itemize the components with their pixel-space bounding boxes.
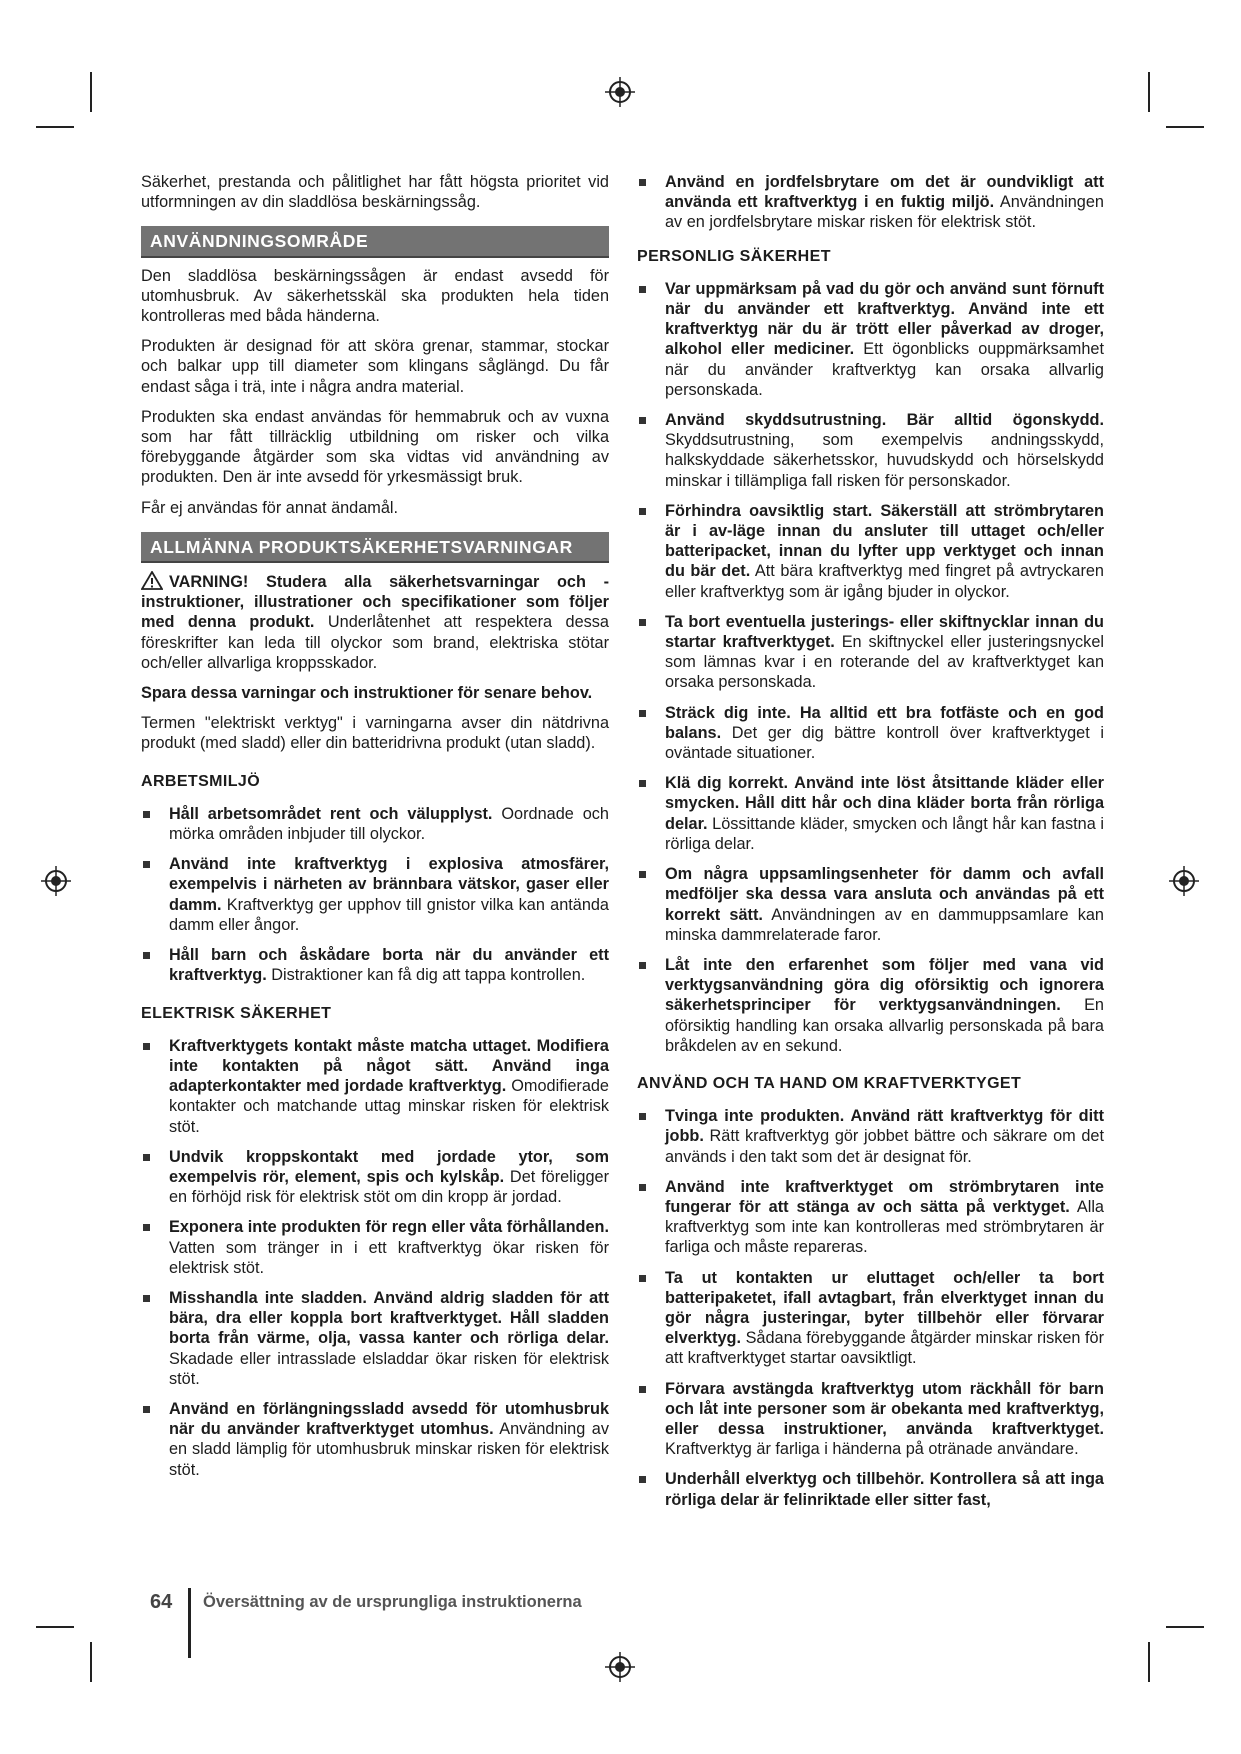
section-heading-usage: ANVÄNDNINGSOMRÅDE: [141, 226, 609, 257]
save-instructions-text: Spara dessa varningar och instruktioner för senare behov.: [141, 684, 593, 703]
use-and-care-list: [637, 1106, 1104, 1510]
subheading-work-area: ARBETSMILJÖ: [141, 772, 261, 790]
list-item-text: Användningen av en dammuppsamlare kan minska dammrelaterade faror.: [665, 905, 1104, 944]
list-item: [141, 1147, 609, 1208]
list-item-bold: Om några uppsamlingsenheter för damm och avfall medföljer ska dessa vara ansluta och användas på ett korrekt sätt.: [665, 865, 1104, 924]
list-item: [637, 1106, 1104, 1167]
list-item-bold: Ta ut kontakten ur eluttaget och/eller ta bort batteripaketet, ifall avtagbart, från elverktyget innan du gör några justeringar, byter tillbehör eller förvarar elverktyg.: [665, 1268, 1104, 1348]
list-item-bold: Kraftverktygets kontakt måste matcha uttaget. Modifiera inte kontakten på något sätt. Använd inga adapterkontakter med jordade kraftverktyg.: [169, 1036, 609, 1096]
list-item-text: Distraktioner kan få dig att tappa kontrollen.: [266, 966, 586, 985]
footer-divider: [188, 1588, 191, 1658]
list-item-text: Användningen av en jordfelsbrytare miskar risken för elektrisk stöt.: [665, 193, 1104, 232]
warning-triangle-icon: [141, 571, 163, 590]
list-item-bold: Exponera inte produkten för regn eller våta förhållanden.: [169, 1218, 609, 1237]
list-item-text: Att bära kraftverktyg med fingret på avtryckaren eller kraftverktyg som är igång bjuder in olyckor.: [665, 562, 1104, 601]
save-instructions: [141, 683, 609, 703]
crop-mark: [1148, 72, 1150, 112]
list-item-text: Det ger dig bättre kontroll över kraftverktyget i oväntade situationer.: [665, 723, 1104, 763]
list-item-bold: Använd skyddsutrustning. Bär alltid ögonskydd.: [665, 411, 1104, 430]
crop-mark: [1166, 126, 1204, 128]
list-item-bold: Var uppmärksam på vad du gör och använd sunt förnuft när du använder ett kraftverktyg. Använd inte ett kraftverktyg när du är trött eller påverkad av droger, alkohol eller mediciner.: [665, 279, 1104, 359]
list-item-text: Kraftverktyg ger upphov till gnistor vilka kan antända damm eller ångor.: [169, 895, 609, 934]
left-column: [141, 172, 609, 1490]
list-item-bold: Använd en jordfelsbrytare om det är oundvikligt att använda ett kraftverktyg i en fuktig miljö.: [665, 173, 1104, 212]
list-item: [637, 703, 1104, 764]
list-item: [637, 773, 1104, 854]
list-item-bold: Sträck dig inte. Ha alltid ett bra fotfäste och en god balans.: [665, 703, 1104, 742]
registration-mark-icon: [605, 1652, 635, 1682]
list-item: [141, 804, 609, 844]
list-item-text: En skiftnyckel eller justeringsnyckel som lämnas kvar i en roterande del av kraftverktyget kan orsaka personskada.: [665, 633, 1104, 692]
list-item-bold: Ta bort eventuella justerings- eller skiftnycklar innan du startar kraftverktyget.: [665, 612, 1104, 652]
work-area-list: [141, 804, 609, 986]
list-item: [637, 955, 1104, 1056]
list-item-text: Ett ögonblicks ouppmärksamhet när du använder kraftverktyg kan orsaka allvarlig personskada.: [665, 340, 1105, 399]
list-item: [141, 1399, 609, 1480]
electrical-safety-list: [141, 1036, 609, 1480]
list-item: [637, 1379, 1104, 1460]
usage-paragraph: Produkten ska endast användas för hemmabruk och av vuxna som har fått tillräcklig utbildning om risker och vilka förebyggande åtgärder som ska vidtas vid användning av produkten. Den är inte avsedd för yrkesmässigt bruk.: [141, 407, 609, 487]
list-item-bold: Tvinga inte produkten. Använd rätt kraftverktyg för ditt jobb.: [665, 1107, 1104, 1146]
list-item-text: Rätt kraftverktyg gör jobbet bättre och säkrare om det används i den takt som det är designat för.: [665, 1127, 1104, 1166]
list-item: [141, 1217, 609, 1278]
section-heading-general-warnings: ALLMÄNNA PRODUKTSÄKERHETSVARNINGAR: [141, 532, 609, 563]
warning-bold-text: VARNING! Studera alla säkerhetsvarningar och -instruktioner, illustrationer och specifikationer som följer med denna produkt.: [141, 573, 609, 632]
crop-mark: [36, 126, 74, 128]
list-item-bold: Undvik kroppskontakt med jordade ytor, som exempelvis rör, element, spis och kylskåp.: [169, 1147, 609, 1186]
list-item: [637, 612, 1104, 693]
list-item: [637, 864, 1104, 945]
list-item-bold: Använd inte kraftverktyg i explosiva atmosfärer, exempelvis i närheten av brännbara vätskor, gaser eller damm.: [169, 855, 609, 914]
list-item-text: Alla kraftverktyg som inte kan kontrolleras med strömbrytaren är farliga och måste repareras.: [665, 1197, 1104, 1257]
subheading-personal-safety: PERSONLIG SÄKERHET: [637, 247, 831, 265]
list-item: [637, 410, 1104, 491]
crop-mark: [36, 1626, 74, 1628]
intro-paragraph: Säkerhet, prestanda och pålitlighet har fått högsta prioritet vid utformningen av din sladdlösa beskärningssåg.: [141, 173, 609, 212]
list-item-bold: Förvara avstängda kraftverktyg utom räckhåll för barn och låt inte personer som är obekanta med kraftverktyg, eller dessa instruktioner, använda kraftverktyget.: [665, 1379, 1104, 1438]
usage-paragraph: Den sladdlösa beskärningssågen är endast avsedd för utomhusbruk. Av säkerhetsskäl ska produkten hela tiden kontrolleras med båda händerna.: [141, 266, 609, 326]
warning-text: Underlåtenhet att respektera dessa föreskrifter kan leda till olyckor som brand, elektriska stötar och/eller allvarliga kroppsskador.: [141, 613, 609, 672]
list-item-bold: Låt inte den erfarenhet som följer med vana vid verktygsanvändning göra dig oförsiktig och ignorera säkerhetsprinciper för verktygsanvändningen.: [665, 955, 1104, 1015]
right-column: [637, 172, 1104, 1520]
list-item-bold: Håll barn och åskådare borta när du använder ett kraftverktyg.: [169, 946, 609, 985]
list-item-text: Oordnade och mörka områden inbjuder till olyckor.: [169, 804, 609, 844]
footer-title: Översättning av de ursprungliga instruktionerna: [203, 1593, 582, 1611]
list-item-bold: Misshandla inte sladden. Använd aldrig sladden för att bära, dra eller koppla bort kraftverktyget. Håll sladden borta från värme, olja, vassa kanter och rörliga delar.: [169, 1288, 609, 1348]
subheading-use-and-care: ANVÄND OCH TA HAND OM KRAFTVERKTYGET: [637, 1074, 1022, 1092]
list-item: [141, 854, 609, 935]
list-item-text: Användning av en sladd lämplig för utomhusbruk minskar risken för elektrisk stöt.: [169, 1420, 609, 1479]
crop-mark: [1166, 1626, 1204, 1628]
list-item-bold: Förhindra oavsiktlig start. Säkerställ att strömbrytaren är i av-läge innan du ansluter till uttaget och/eller batteripacket, innan du lyfter upp verktyget och innan du bär det.: [665, 501, 1104, 581]
list-item-text: Sådana förebyggande åtgärder minskar risken för att kraftverktyget startar oavsiktligt.: [665, 1329, 1104, 1368]
list-item-text: Skadade eller intrasslade elsladdar ökar risken för elektrisk stöt.: [169, 1349, 609, 1388]
list-item-text: Omodifierade kontakter och matchande uttag minskar risken för elektrisk stöt.: [169, 1077, 609, 1136]
list-item-bold: Använd inte kraftverktyget om strömbrytaren inte fungerar för att stänga av och sätta på verktyget.: [665, 1177, 1104, 1216]
list-item-bold: Klä dig korrekt. Använd inte löst åtsittande kläder eller smycken. Håll ditt hår och dina kläder borta från rörliga delar.: [665, 774, 1104, 833]
personal-safety-list: [637, 279, 1104, 1056]
rcd-list: [637, 172, 1104, 233]
usage-paragraph: Produkten är designad för att sköra grenar, stammar, stockar och balkar upp till diameter som klingans såglängd. Du får endast såga i trä, inte i några andra material.: [141, 337, 609, 396]
list-item: [637, 279, 1104, 400]
list-item: [637, 172, 1104, 233]
list-item: [637, 1268, 1104, 1369]
list-item: [637, 501, 1104, 602]
crop-mark: [90, 72, 92, 112]
registration-mark-icon: [41, 866, 71, 896]
list-item-text: Kraftverktyg är farliga i händerna på otränade användare.: [665, 1440, 1079, 1459]
list-item-text: Det föreligger en förhöjd risk för elektrisk stöt om din kropp är jordad.: [169, 1167, 609, 1207]
list-item-bold: Håll arbetsområdet rent och välupplyst.: [169, 804, 493, 823]
page-number: 64: [150, 1591, 173, 1613]
list-item-text: Vatten som tränger in i ett kraftverktyg ökar risken för elektrisk stöt.: [169, 1238, 609, 1277]
list-item-text: Lössittande kläder, smycken och långt hår kan fastna i rörliga delar.: [665, 814, 1104, 853]
registration-mark-icon: [1169, 866, 1199, 896]
list-item: [637, 1469, 1104, 1509]
crop-mark: [90, 1642, 92, 1682]
subheading-electrical-safety: ELEKTRISK SÄKERHET: [141, 1004, 332, 1022]
list-item: [637, 1177, 1104, 1258]
list-item: [141, 945, 609, 985]
list-item-text: En oförsiktig handling kan orsaka allvarlig personskada på bara bråkdelen av en sekund.: [665, 996, 1104, 1055]
list-item: [141, 1288, 609, 1389]
list-item-bold: Underhåll elverktyg och tillbehör. Kontrollera så att inga rörliga delar är felinriktade eller sitter fast,: [665, 1470, 1104, 1509]
usage-paragraph: Får ej användas för annat ändamål.: [141, 498, 399, 517]
list-item-text: Skyddsutrustning, som exempelvis andningsskydd, halkskyddade säkerhetsskor, huvudskydd och hörselskydd minskar i tillämpliga fall risken för personskador.: [665, 431, 1104, 490]
warning-paragraph: [141, 571, 609, 673]
term-paragraph: Termen "elektriskt verktyg" i varningarna avser din nätdrivna produkt (med sladd) eller din batteridrivna produkt (utan sladd).: [141, 714, 609, 753]
registration-mark-icon: [605, 77, 635, 107]
list-item-bold: Använd en förlängningssladd avsedd för utomhusbruk när du använder kraftverktyget utomhus.: [169, 1399, 609, 1439]
crop-mark: [1148, 1642, 1150, 1682]
list-item: [141, 1036, 609, 1137]
